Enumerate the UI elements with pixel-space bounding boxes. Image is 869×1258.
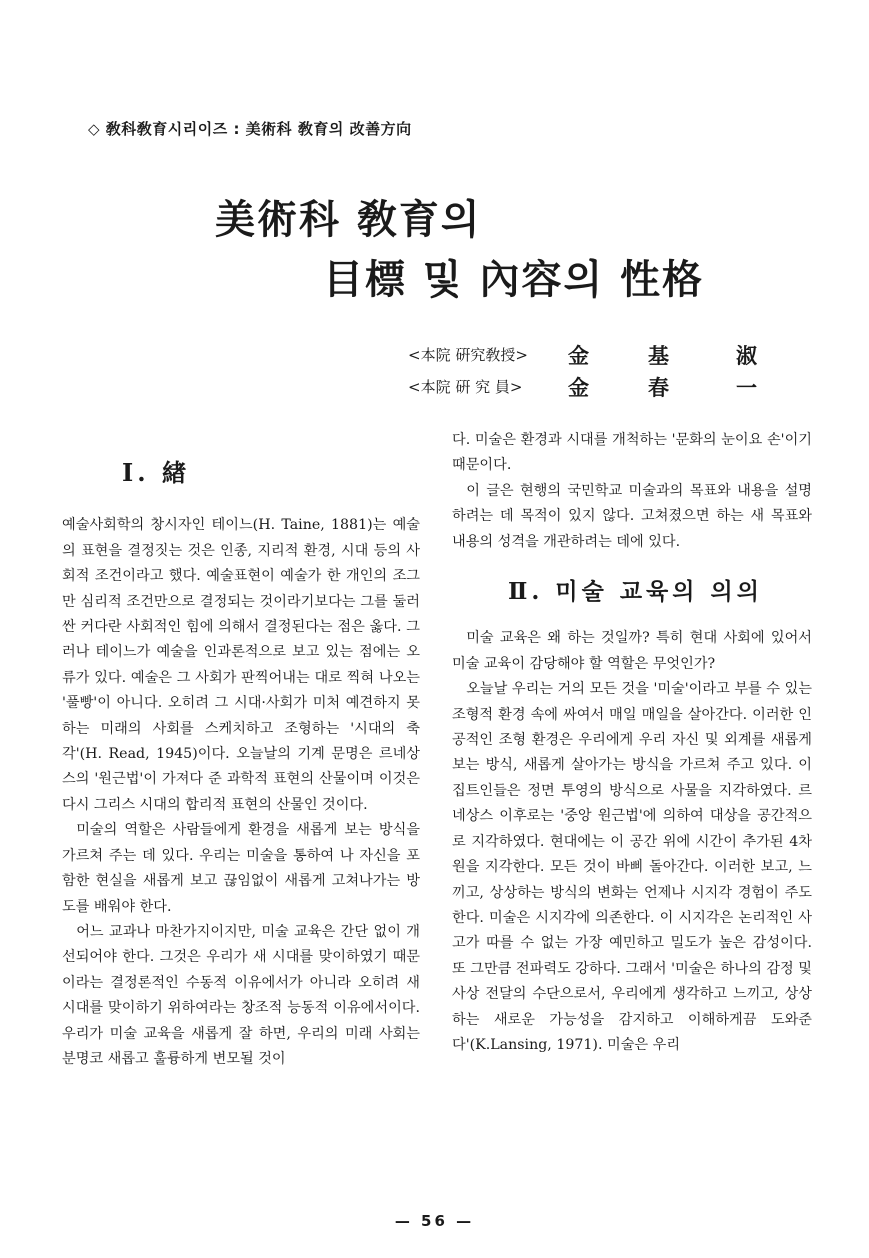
left-column	[62, 430, 420, 1072]
section-heading-1: Ⅰ. 緖	[122, 458, 190, 487]
paragraph: 어느 교과나 마찬가지이지만, 미술 교육은 간단 없이 개선되어야 한다. 그것은 우리가 새 시대를 맞이하였기 때문이라는 결정론적인 수동적 이유에서가 아니라 오히려 새 시대를 맞이하기 위하여라는 창조적 능동적 이유에서이다. 우리가 미술 교육을 새롭게 잘 하면, 우리의 미래 사회는 분명코 새롭고 훌륭하게 변모될 것이	[62, 923, 420, 1067]
series-line: ◇ 敎科敎育시리이즈 : 美術科 敎育의 改善方向	[88, 120, 412, 138]
author-name-char: 金	[568, 343, 589, 368]
author-name-char: 春	[648, 375, 669, 400]
right-column	[452, 428, 812, 1058]
title-line-1: 美術科 敎育의	[215, 196, 482, 243]
paragraph: 예술사회학의 창시자인 테이느(H. Taine, 1881)는 예술의 표현을 결정짓는 것은 인종, 지리적 환경, 시대 등의 사회적 조건이라고 했다. 예술표현이 예술가 한 개인의 조그만 심리적 조건만으로 결정되는 것이라기보다는 그를 둘러싼 커다란 사회적인 힘에 의해서 결정된다는 점은 옳다. 그러나 테이느가 예술을 인과론적으로 보고 있는 점에는 오류가 있다. 예술은 그 사회가 판찍어내는 대로 찍혀 나오는 '풀빵'이 아니다. 오히려 그 시대·사회가 미처 예견하지 못하는 미래의 사회를 스케치하고 조형하는 '시대의 축각'(H. Read, 1945)이다. 오늘날의 기계 문명은 르네상스의 '원근법'이 가져다 준 과학적 표현의 산물이며 이것은 다시 그리스 시대의 합리적 표현의 산물인 것이다.	[62, 517, 420, 813]
title-line-2: 目標 및 內容의 性格	[323, 256, 705, 303]
paragraph: 다. 미술은 환경과 시대를 개척하는 '문화의 눈이요 손'이기 때문이다.	[452, 432, 812, 474]
paragraph: 이 글은 현행의 국민학교 미술과의 목표와 내용을 설명하려는 데 목적이 있지 않다. 고쳐졌으면 하는 새 목표와 내용의 성격을 개관하려는 데에 있다.	[452, 482, 812, 550]
author-name-char: 金	[568, 375, 589, 400]
author-name-char: 一	[736, 375, 757, 400]
section-heading-2: Ⅱ. 미술 교육의 의의	[508, 578, 763, 606]
page-number: — 56 —	[394, 1212, 475, 1230]
author-name-char: 基	[648, 343, 669, 368]
author-affiliation: <本院 硏究敎授>	[408, 346, 528, 364]
paragraph: 미술 교육은 왜 하는 것일까? 특히 현대 사회에 있어서 미술 교육이 감당해야 할 역할은 무엇인가?	[452, 630, 812, 672]
author-name-char: 淑	[736, 343, 757, 368]
paragraph: 오늘날 우리는 거의 모든 것을 '미술'이라고 부를 수 있는 조형적 환경 속에 싸여서 매일 매일을 살아간다. 이러한 인공적인 조형 환경은 우리에게 우리 자신 및 외계를 새롭게 보는 방식, 새롭게 살아가는 방식을 가르쳐 주고 있다. 이집트인들은 정면 투영의 방식으로 사물을 지각하였다. 르네상스 이후로는 '중앙 원근법'에 의하여 대상을 공간적으로 지각하였다. 현대에는 이 공간 위에 시간이 추가된 4차원을 지각한다. 모든 것이 바삐 돌아간다. 이러한 보고, 느끼고, 상상하는 방식의 변화는 언제나 시지각 경험이 주도한다. 미술은 시지각에 의존한다. 이 시지각은 논리적인 사고가 따를 수 없는 가장 예민하고 밀도가 높은 감성이다. 또 그만큼 전파력도 강하다. 그래서 '미술은 하나의 감정 및 사상 전달의 수단으로서, 우리에게 생각하고 느끼고, 상상하는 새로운 가능성을 감지하고 이해하게끔 도와준다'(K.Lansing, 1971). 미술은 우리	[452, 681, 812, 1053]
paragraph: 미술의 역할은 사람들에게 환경을 새롭게 보는 방식을 가르쳐 주는 데 있다. 우리는 미술을 통하여 나 자신을 포함한 현실을 새롭게 보고 끊임없이 새롭게 고쳐나가는 방도를 배워야 한다.	[62, 822, 420, 915]
author-affiliation: <本院 硏 究 員>	[408, 378, 523, 396]
